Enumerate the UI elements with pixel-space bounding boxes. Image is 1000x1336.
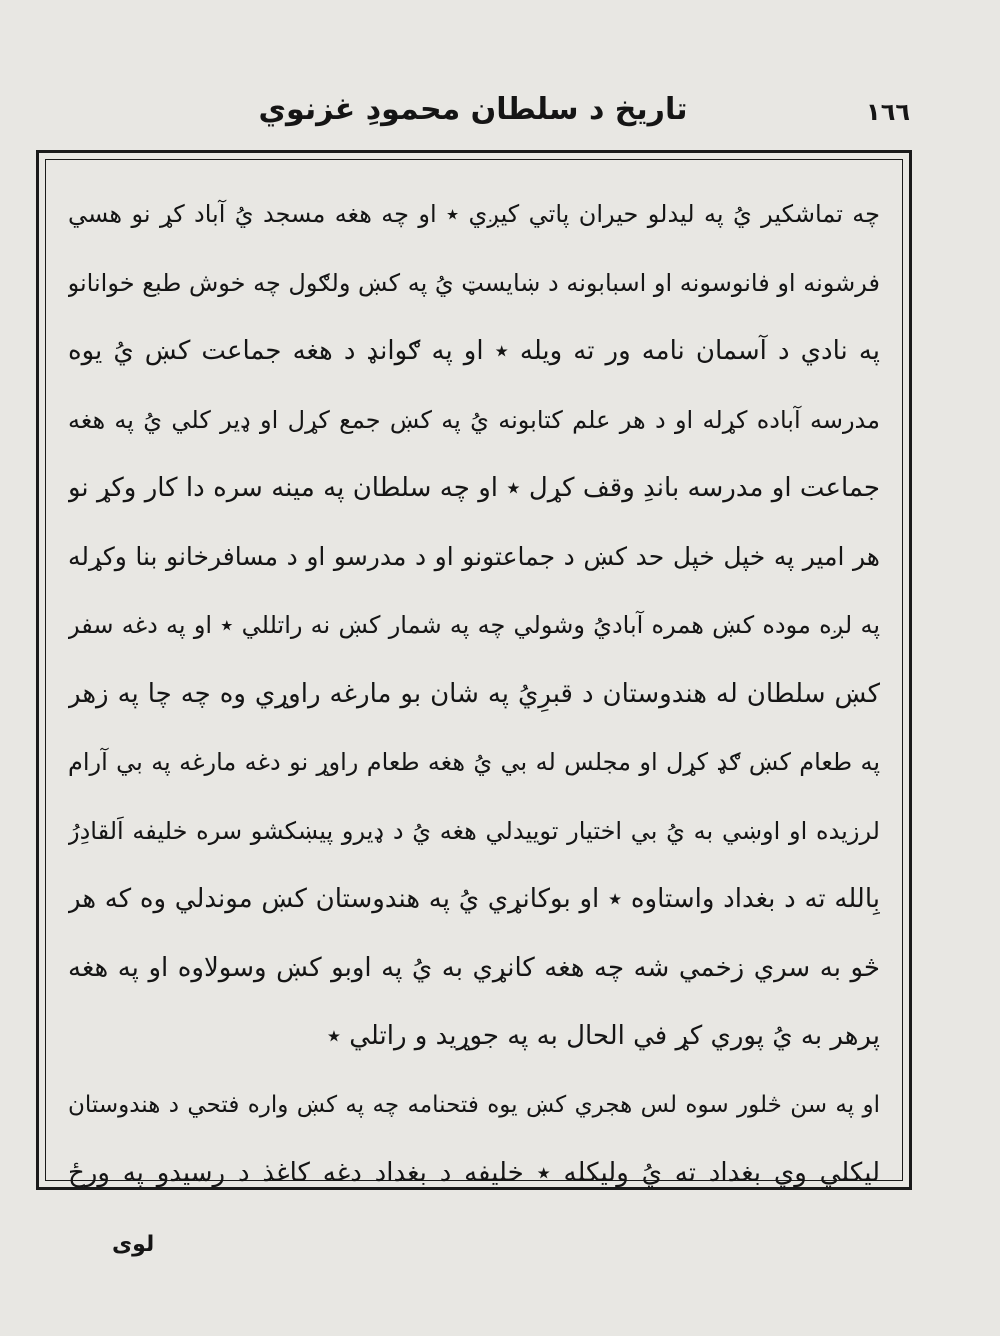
text-frame-inner: [45, 159, 903, 1188]
running-title: تاريخ د سلطان محمودِ غزنوي: [258, 92, 688, 127]
text-line: لرزيده او اوښي به يُ بي اختيار توييدلي هغه يُ د ډيرو پيښکشو سره خليفه اَلقادِرُ: [68, 816, 880, 845]
text-line: کښ سلطان له هندوستان د قبرِيُ په شان بو مارغه راوړي وه چه چا په زهر: [68, 678, 880, 709]
text-line: ليکلي وي بغداد ته يُ وليکله ٭ خليفه د بغداد دغه کاغذ د رسيدو په ورځ: [68, 1158, 880, 1188]
text-line: مدرسه آباده کړله او د هر علم کتابونه يُ په کښ جمع کړل او ډير کلي يُ په هغه: [68, 405, 880, 434]
body-text: [68, 180, 880, 1208]
text-line: فرشونه او فانوسونه او اسبابونه د ښايسټ يُ په کښ ولګول چه خوش طبع خوانانو: [68, 268, 880, 297]
text-line: چه تماشکیر يُ په ليدلو حيران پاتي کيږي ٭ او چه هغه مسجد يُ آباد کړ نو هسي: [68, 200, 880, 228]
text-line: جماعت او مدرسه باندِ وقف کړل ٭ او چه سلطان په مينه سره دا کار وکړ نو: [68, 473, 880, 503]
catchword: لوی: [112, 1232, 155, 1257]
text-line: بِالله ته د بغداد واستاوه ٭ او بوکانړي يُ په هندوستان کښ موندلي وه که هر: [68, 884, 880, 914]
text-line: هر امير په خپل خپل حد کښ د جماعتونو او د مدرسو او د مسافرخانو بنا وکړله: [68, 541, 880, 571]
text-line: په لږه موده کښ همره آباديُ وشولي چه په شمار کښ نه راتللي ٭ او په دغه سفر: [68, 611, 880, 639]
text-line: په طعام کښ ګډ کړل او مجلس له بي يُ هغه طعام راوړ نو دغه مارغه په بي آرام: [68, 748, 880, 776]
text-line: پرهر به يُ پوري کړ في الحال به په جوړيد و راتلي ٭: [326, 1021, 880, 1051]
page-header: [36, 84, 910, 140]
page-number: ١٦٦: [866, 98, 910, 126]
text-frame-outer: [36, 150, 912, 1190]
text-line: او په سن څلور سوه لس هجري کښ يوه فتحنامه چه په کښ واره فتحي د هندوستان: [68, 1091, 880, 1118]
text-line: څو به سري زخمي شه چه هغه کانړي به يُ په اوبو کښ وسولاوه او په هغه: [68, 952, 880, 983]
text-line: په نادي د آسمان نامه ور ته ويله ٭ او په ګوانډ د هغه جماعت کښ يُ يوه: [68, 336, 880, 366]
